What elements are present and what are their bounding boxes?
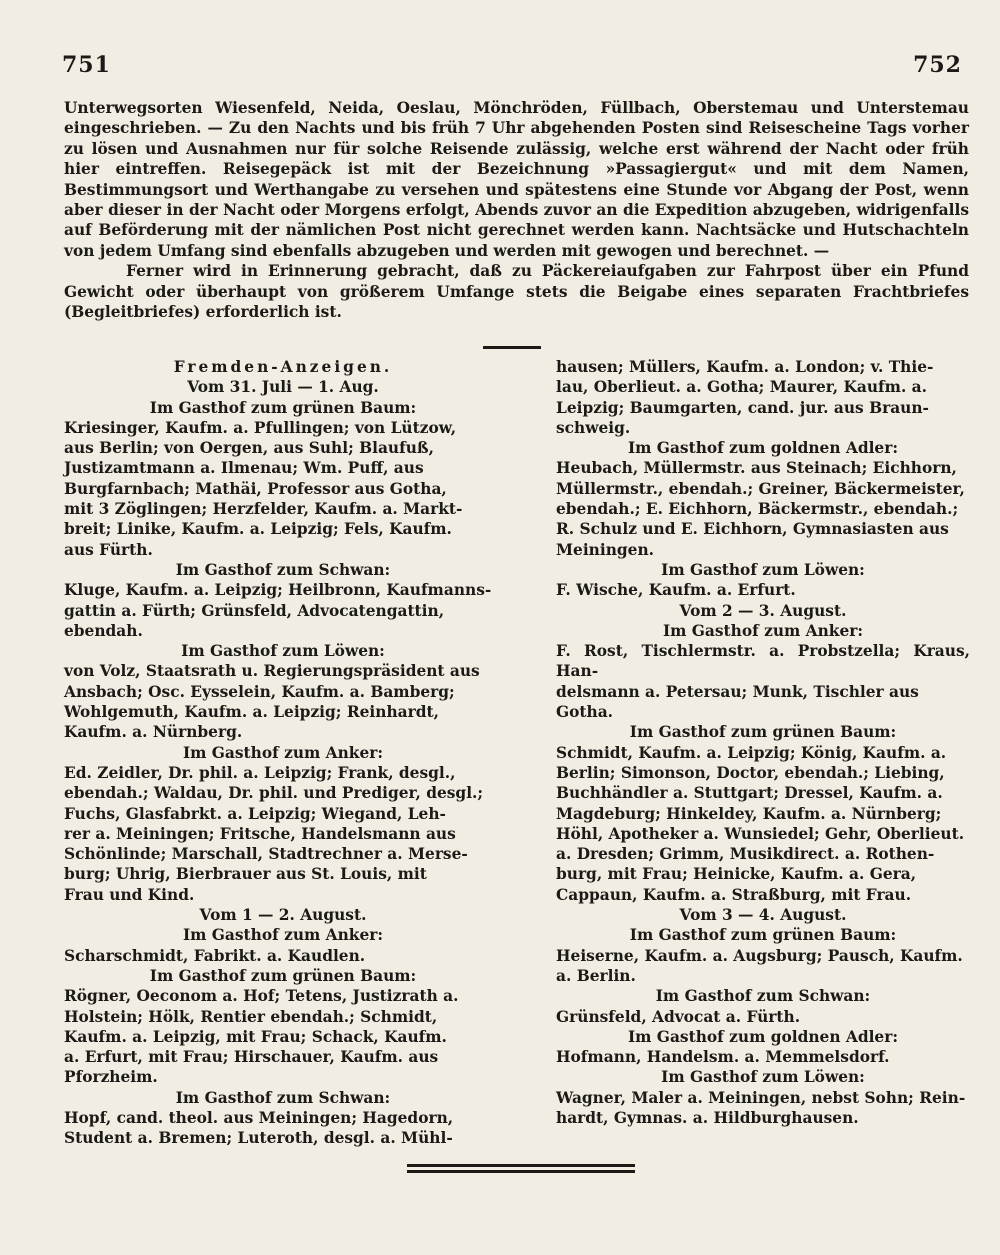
text-line: hardt, Gymnas. a. Hildburghausen.: [556, 1108, 859, 1127]
guest-list: [64, 946, 502, 966]
text-line: Kriesinger, Kaufm. a. Pfullingen; von Lützow,: [64, 418, 457, 437]
hotel-heading: Im Gasthof zum grünen Baum:: [629, 723, 897, 742]
hotel-heading: Im Gasthof zum goldnen Adler:: [627, 1027, 899, 1046]
guest-list: [556, 743, 970, 905]
closing-double-rule: [407, 1164, 635, 1176]
text-line: mit 3 Zöglingen; Herzfelder, Kaufm. a. Markt-: [64, 500, 463, 519]
text-line: Kaufm. a. Leipzig, mit Frau; Schack, Kaufm.: [64, 1027, 447, 1046]
text-line: ebendah.: [64, 621, 143, 640]
guest-list: [556, 641, 970, 722]
text-line: von Volz, Staatsrath u. Regierungspräsident aus: [64, 662, 480, 681]
text-line: Cappaun, Kaufm. a. Straßburg, mit Frau.: [556, 885, 912, 904]
text-line: Meiningen.: [556, 540, 655, 559]
text-line: Magdeburg; Hinkeldey, Kaufm. a. Nürnberg;: [556, 804, 942, 823]
text-line: Frau und Kind.: [64, 885, 195, 904]
text-line: delsmann a. Petersau; Munk, Tischler aus: [556, 682, 919, 701]
hotel-heading: Im Gasthof zum Schwan:: [175, 560, 391, 579]
text-line: ebendah.; E. Eichhorn, Bäckermstr., ebendah.;: [556, 500, 959, 519]
text-line: Gotha.: [556, 703, 614, 722]
text-line: a. Dresden; Grimm, Musikdirect. a. Rothen-: [556, 845, 935, 864]
guest-list: [64, 580, 502, 641]
guest-list: [556, 1047, 970, 1067]
hotel-heading: Im Gasthof zum Anker:: [662, 621, 864, 640]
guest-list: [64, 763, 502, 905]
date-heading: Vom 31. Juli — 1. Aug.: [187, 378, 379, 397]
text-line: Schmidt, Kaufm. a. Leipzig; König, Kaufm. a.: [556, 743, 947, 762]
text-line: Berlin; Simonson, Doctor, ebendah.; Liebing,: [556, 763, 945, 782]
text-line: Hopf, cand. theol. aus Meiningen; Hagedorn,: [64, 1108, 454, 1127]
text-line: Burgfarnbach; Mathäi, Professor aus Gotha,: [64, 479, 447, 498]
postal-notice: [64, 98, 969, 322]
date-heading: Vom 3 — 4. August.: [679, 906, 847, 925]
section-divider: [483, 346, 541, 349]
hotel-heading: Im Gasthof zum grünen Baum:: [149, 966, 417, 985]
text-line: burg; Uhrig, Bierbrauer aus St. Louis, mit: [64, 865, 427, 884]
text-line: F. Rost, Tischlermstr. a. Probstzella; Kraus, Han-: [556, 642, 970, 681]
rule-line: [407, 1164, 635, 1167]
text-line: gattin a. Fürth; Grünsfeld, Advocatengattin,: [64, 601, 445, 620]
text-line: F. Wische, Kaufm. a. Erfurt.: [556, 581, 796, 600]
text-line: Justizamtmann a. Ilmenau; Wm. Puff, aus: [64, 459, 424, 478]
text-line: Leipzig; Baumgarten, cand. jur. aus Braun-: [556, 398, 929, 417]
hotel-heading: Im Gasthof zum grünen Baum:: [149, 398, 417, 417]
notice-paragraph-2: Ferner wird in Erinnerung gebracht, daß zu Päckereiaufgaben zur Fahrpost über ein Pfund Gewicht oder überhaupt von größerem Umfange stets die Beigabe eines separaten Frachtbriefes (Begleitbriefes) erforderlich ist.: [64, 262, 969, 322]
guest-list: [64, 1108, 502, 1149]
text-line: Müllermstr., ebendah.; Greiner, Bäckermeister,: [556, 479, 965, 498]
guest-list: [556, 1088, 970, 1129]
text-line: Wagner, Maler a. Meiningen, nebst Sohn; Rein-: [556, 1088, 966, 1107]
text-line: Kaufm. a. Nürnberg.: [64, 723, 243, 742]
text-line: Student a. Bremen; Luteroth, desgl. a. Mühl-: [64, 1129, 453, 1148]
text-line: lau, Oberlieut. a. Gotha; Maurer, Kaufm. a.: [556, 378, 927, 397]
date-heading: Vom 1 — 2. August.: [199, 906, 367, 925]
hotel-heading: Im Gasthof zum Anker:: [182, 743, 384, 762]
text-line: Buchhändler a. Stuttgart; Dressel, Kaufm. a.: [556, 784, 943, 803]
guest-list: [556, 1007, 970, 1027]
text-line: Wohlgemuth, Kaufm. a. Leipzig; Reinhardt,: [64, 703, 439, 722]
text-line: Kluge, Kaufm. a. Leipzig; Heilbronn, Kaufmanns-: [64, 581, 492, 600]
guest-list: [64, 986, 502, 1087]
left-column: [64, 357, 502, 1149]
hotel-heading: Im Gasthof zum Löwen:: [661, 1068, 865, 1087]
rule-line: [407, 1170, 635, 1173]
text-line: Höhl, Apotheker a. Wunsiedel; Gehr, Oberlieut.: [556, 824, 965, 843]
guest-list: [556, 458, 970, 559]
text-line: Heubach, Müllermstr. aus Steinach; Eichhorn,: [556, 459, 957, 478]
text-line: R. Schulz und E. Eichhorn, Gymnasiasten aus: [556, 520, 949, 539]
text-line: schweig.: [556, 418, 631, 437]
text-line: Hofmann, Handelsm. a. Memmelsdorf.: [556, 1048, 890, 1067]
hotel-heading: Im Gasthof zum Löwen:: [181, 642, 385, 661]
date-heading: Vom 2 — 3. August.: [679, 601, 847, 620]
hotel-heading: Im Gasthof zum goldnen Adler:: [627, 439, 899, 458]
text-line: Fuchs, Glasfabrkt. a. Leipzig; Wiegand, Leh-: [64, 804, 446, 823]
right-column: [556, 357, 970, 1128]
hotel-heading: Im Gasthof zum Schwan:: [175, 1088, 391, 1107]
text-line: aus Fürth.: [64, 540, 153, 559]
hotel-heading: Im Gasthof zum Löwen:: [661, 560, 865, 579]
page-number-left: 751: [62, 52, 111, 78]
guest-list: [556, 357, 970, 438]
text-line: a. Berlin.: [556, 966, 636, 985]
notice-paragraph-1: Unterwegsorten Wiesenfeld, Neida, Oeslau, Mönchröden, Füllbach, Oberstemau und Unterstemau eingeschrieben. — Zu den Nachts und bis früh 7 Uhr abgehenden Posten sind Reisescheine Tags vorher zu lösen und Ausnahmen nur für solche Reisende zulässig, welche erst während der Nacht oder früh hier eintreffen. Reisegepäck ist mit der Bezeichnung »Passagiergut« und mit dem Namen, Bestimmungsort und Werthangabe zu versehen und spätestens eine Stunde vor Abgang der Post, wenn aber dieser in der Nacht oder Morgens erfolgt, Abends zuvor an die Expedition abzugeben, widrigenfalls auf Beförderung mit der nämlichen Post nicht gerechnet werden kann. Nachtsäcke und Hutschachteln von jedem Umfang sind ebenfalls abzugeben und werden mit gewogen und berechnet. —: [64, 99, 969, 260]
text-line: Holstein; Hölk, Rentier ebendah.; Schmidt,: [64, 1007, 438, 1026]
text-line: ebendah.; Waldau, Dr. phil. und Prediger, desgl.;: [64, 784, 484, 803]
hotel-heading: Im Gasthof zum grünen Baum:: [629, 926, 897, 945]
text-line: breit; Linike, Kaufm. a. Leipzig; Fels, Kaufm.: [64, 520, 452, 539]
guest-list: [556, 580, 970, 600]
guest-list: [64, 418, 502, 560]
hotel-heading: Im Gasthof zum Schwan:: [655, 987, 871, 1006]
page-number-right: 752: [913, 52, 962, 78]
section-title: Fremden-Anzeigen.: [173, 358, 393, 376]
text-line: Pforzheim.: [64, 1068, 158, 1087]
text-line: a. Erfurt, mit Frau; Hirschauer, Kaufm. aus: [64, 1048, 439, 1067]
text-line: Schönlinde; Marschall, Stadtrechner a. Merse-: [64, 845, 468, 864]
guest-list: [556, 946, 970, 987]
text-line: hausen; Müllers, Kaufm. a. London; v. Thie-: [556, 358, 934, 376]
text-line: burg, mit Frau; Heinicke, Kaufm. a. Gera,: [556, 865, 917, 884]
guest-list: [64, 661, 502, 742]
text-line: Rögner, Oeconom a. Hof; Tetens, Justizrath a.: [64, 987, 459, 1006]
text-line: rer a. Meiningen; Fritsche, Handelsmann aus: [64, 824, 456, 843]
hotel-heading: Im Gasthof zum Anker:: [182, 926, 384, 945]
text-line: Ansbach; Osc. Eysselein, Kaufm. a. Bamberg;: [64, 682, 455, 701]
text-line: Grünsfeld, Advocat a. Fürth.: [556, 1007, 801, 1026]
text-line: Heiserne, Kaufm. a. Augsburg; Pausch, Kaufm.: [556, 946, 963, 965]
text-line: Ed. Zeidler, Dr. phil. a. Leipzig; Frank, desgl.,: [64, 763, 456, 782]
text-line: Scharschmidt, Fabrikt. a. Kaudlen.: [64, 946, 366, 965]
text-line: aus Berlin; von Oergen, aus Suhl; Blaufuß,: [64, 439, 434, 458]
